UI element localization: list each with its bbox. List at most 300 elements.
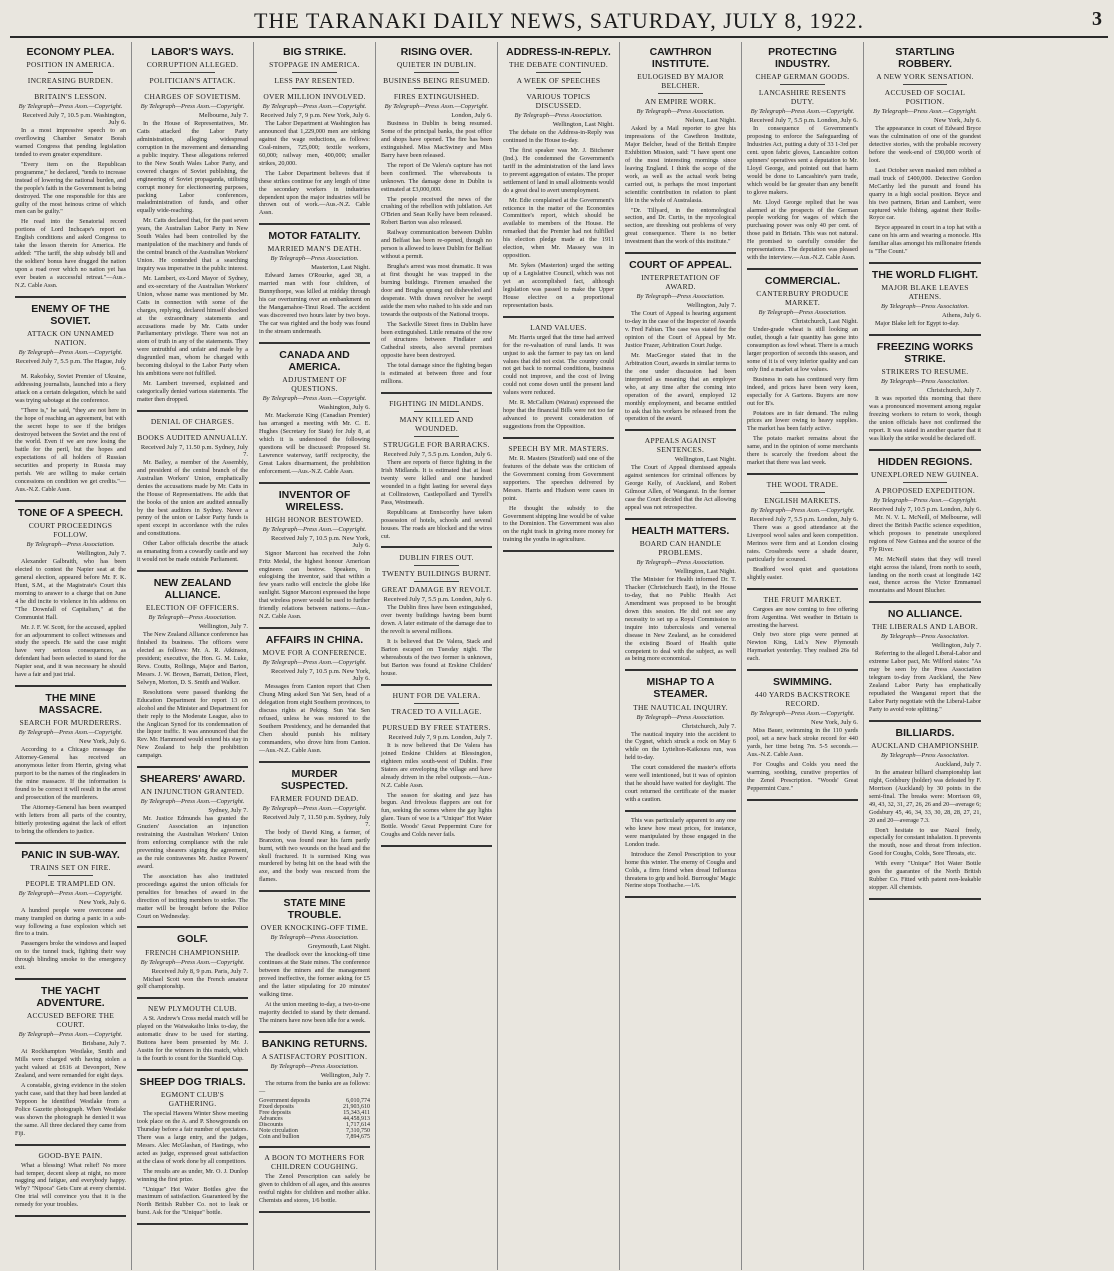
article-paragraph: Signor Marconi has received the John Fritz Medal, the highest honour American engineers can bestow. Speakers, in eulogising the inventor, said that within a few years radio will encircle the globe like sunlight. Signor Marconi expressed the hope that wireless power would be used to further friendly relations between nations.—Aus.-N.Z. Cable Assn. (259, 549, 370, 621)
article-subheading: THE FRUIT MARKET. (763, 594, 842, 604)
divider-rule (414, 565, 458, 566)
section-divider (747, 588, 858, 590)
article-body (381, 459, 492, 540)
table-label-cell: Advances (259, 1115, 283, 1122)
article-subheading: CHEAP GERMAN GOODS. (755, 72, 850, 82)
article-headline: COMMERCIAL. (764, 275, 841, 288)
article-byline: By Telegraph—Press Association. (270, 255, 359, 263)
article-subheading: SPEECH BY MR. MASTERS. (508, 443, 609, 453)
article-paragraph: Mr. Sykes (Masterton) urged the setting up of a Legislative Council, which was not yet an accomplished fact, although legislation was passed to make the Upper House elective on a proportional representation basis. (503, 262, 614, 309)
article-paragraph: Mr. Bailey, a member of the Assembly, and president of the central branch of the Australian Workers' Union, emphatically denies the accusations made by Mr. Catts in the House of Representatives. He adds that the books of the union are audited annually by the best auditors in Sydney. Never a penny of the union or Labor Party funds is spent except in accordance with the rules and constitutions. (137, 458, 248, 538)
column-6 (620, 42, 742, 1270)
article-body (137, 1110, 248, 1217)
section-divider (869, 720, 981, 722)
article-byline: By Telegraph—Press Assn.—Copyright. (18, 889, 123, 897)
article-subheading: FARMER FOUND DEAD. (270, 793, 359, 803)
article-paragraph: Asked by a Mail reporter to give his impressions of the Cawthron Institute, Major Belcher, head of the British Empire Exhibition Mission, said: "I have spent one of the most interesting mornings since leaving England. I think the scope of the work, as well as the actual work being carried out, is perhaps the most important scientific contribution in relation to plant life in the whole of Australasia. (625, 125, 736, 204)
article (137, 46, 248, 404)
article-body (15, 373, 126, 494)
article (869, 608, 981, 714)
section-divider (259, 1146, 370, 1148)
article-paragraph: At Rockhampton Westlake, Smith and Mills were charged with having stolen a yacht valued at £616 at Devonport, New Zealand, and were remanded for eight days. (15, 1048, 126, 1080)
section-divider (869, 334, 981, 336)
article (381, 553, 492, 677)
article-body (503, 129, 614, 310)
page-number: 3 (1092, 8, 1102, 30)
article-byline: By Telegraph—Press Assn.—Copyright. (18, 348, 123, 356)
article-dateline: New York, July 6. (934, 117, 981, 125)
article-dateline: Washington, July 6. (318, 404, 370, 411)
section-divider (15, 1144, 126, 1146)
article-headline: LABOR'S WAYS. (151, 46, 234, 58)
article-paragraph: With every "Unique" Hot Water Bottle goes the guarantee of the North British Rubber Co. Fitted with patent non-leakable stopper. All chemists. (869, 860, 981, 892)
article-dateline: Wellington, Last Night. (674, 568, 736, 576)
article-headline: BIG STRIKE. (282, 46, 346, 58)
article (381, 46, 492, 386)
article-subheading: GOOD-BYE PAIN. (38, 1150, 103, 1160)
article-paragraph: The nautical inquiry into the accident to the Cygnet, which struck a rock on May 6 while on the Lyttelton-Kaikoura run, was held to-day. (625, 730, 736, 762)
divider-rule (414, 581, 458, 582)
article-paragraph: The returns from the banks are as follows:— (259, 1079, 370, 1095)
article-byline: By Telegraph—Press Association. (880, 303, 970, 311)
article-headline: ECONOMY PLEA. (26, 46, 115, 58)
article-headline: SHEARERS' AWARD. (139, 773, 246, 786)
article-body (625, 731, 736, 804)
article-headline: ENEMY OF THE SOVIET. (31, 302, 110, 327)
article-body (381, 604, 492, 677)
section-divider (381, 392, 492, 394)
article-paragraph: In the House of Representatives, Mr. Catts attacked the Labor Party administration, alleging widespread corruption in the movement and demanding a public inquiry. These allegations referred to the New South Wales Labor Party, and covered charges of Soviet publishing, the engineering of Soviet propaganda, utilising corrupt money for electioneering purposes, packing Labor conferences, maladministration of funds, and other equally wide-reaching. (137, 120, 248, 215)
article-paragraph: Only two store pigs were penned at Newton King, Ltd.'s New Plymouth Haymarket yesterday. They realised 26s 6d each. (747, 631, 858, 663)
article-subheading: MAJOR BLAKE LEAVES ATHENS. (881, 283, 969, 302)
article-subheading: UNEXPLORED NEW GUINEA. (871, 469, 979, 479)
divider-rule (903, 482, 948, 483)
section-divider (747, 799, 858, 801)
article-subheading: CORRUPTION ALLEGED. (146, 60, 239, 70)
article-subheading: EGMONT CLUB'S GATHERING. (160, 1090, 225, 1109)
section-divider (869, 601, 981, 603)
divider-rule (170, 429, 214, 430)
divider-rule (780, 84, 824, 85)
article-subheading: TRAINS SET ON FIRE. (30, 862, 111, 872)
article-byline: By Telegraph—Press Association. (758, 309, 847, 317)
article-body (137, 815, 248, 920)
article-byline: By Telegraph—Press Assn.—Copyright. (750, 108, 855, 116)
article-paragraph: Under-grade wheat is still looking an outlet, though a fair quantity has gone into consumption as fowl wheat. There is a much larger proportion of seconds this season, and some of it is of very inferior quality and can only find a market at low values. (747, 326, 858, 373)
article-paragraph: The debate on the Address-in-Reply was continued in the House to-day. (503, 129, 614, 144)
article-paragraph: Miss Bauer, swimming in the 110 yards pool, set a new back stroke record for 440 yards, her time being 7m. 5-5 seconds.—Aus.-N.Z. Cable Assn. (747, 727, 858, 759)
article-paragraph: Mr. Catts declared that, for the past seven years, the Australian Labor Party in New South Wales had been controlled by the manipulation of the machinery and funds of the central branch of the Australian Workers' Union. He contended that a searching inquiry was imperative in the public interest. (137, 217, 248, 272)
article-paragraph: Don't hesitate to use Nazol freely, especially for constant inhalation. It prevents the mouth, nose and throat from infection. Good for Coughs, Colds, Sore Throats, etc. (869, 826, 981, 858)
article-paragraph: For Coughs and Colds you need the warming, soothing, curative properties of the Zenol Prescription. "Woods' Great Peppermint Cure." (747, 761, 858, 792)
article (747, 676, 858, 793)
article-headline: SHEEP DOG TRIALS. (139, 1076, 246, 1088)
article (259, 768, 370, 885)
article-paragraph: Brugha's arrest was most dramatic. It was at first thought he was trapped in the burning buildings. Firemen smashed the door and Brugha sprang out disheveled and desperate. With drawn revolver he swept aside the men who rushed to his side and ran towards the outposts of the National troops. (381, 263, 492, 318)
article-paragraph: The association has also instituted proceedings against the union officials for penalties for breaches of award in the direction of inciting members to strike. The matter will be brought before the Police Court on Wednesday. (137, 872, 248, 920)
table-label-cell: Government deposits (259, 1097, 311, 1104)
article-paragraph: A hundred people were overcome and many trampled on during a panic in a sub-way following a fuse explosion which set fire to a train. (15, 906, 126, 938)
article (747, 480, 858, 582)
article-byline: By Telegraph—Press Association. (880, 378, 970, 386)
article-headline: CAWTHRON INSTITUTE. (649, 46, 712, 71)
article (259, 1153, 370, 1205)
article-paragraph: Mr. Harris urged that the time had arrived for the re-valuation of rural lands. It was unjust to ask the farmer to pay tax on land values that did not exist. The country could not get back to normal conditions, business could not improve, and the cost of living could not come down until the present land values were reduced. (503, 333, 614, 397)
article-body (381, 120, 492, 386)
article (625, 259, 736, 423)
table-value-cell: 44,458,913 (343, 1115, 370, 1122)
article-paragraph: Mr. R. Masters (Stratford) said one of the features of the debate was the criticism of the Government coming from Government supporters. The speeches delivered by Messrs. Harris and Hudson were cases in point. (503, 454, 614, 502)
section-divider (137, 410, 248, 412)
article-paragraph: "Dr. Tillyard, in the entomological section, and Dr. Curtis, in the mycological section, are threshing out problems of very great consequence. There is no better investment than the work of this institute." (625, 206, 736, 246)
article-paragraph: "Unique" Hot Water Bottles give the maximum of satisfaction. Guaranteed by the North British Rubber Co. not to leak or burst. Ask for the "Unique" bottle. (137, 1185, 248, 1217)
article-headline: SWIMMING. (773, 676, 832, 689)
section-divider (259, 890, 370, 892)
article-body (747, 606, 858, 664)
article-paragraph: The potato market remains about the same, and in the opinion of some merchants there is scarcely the freedom about the market that there was last week. (747, 435, 858, 467)
article (15, 692, 126, 835)
article-paragraph: The Zenol Prescription can safely be given to children of all ages, and this assures restful nights for children and mother alike. Chemists and stores, 1/6 bottle. (259, 1172, 370, 1204)
article-headline: NO ALLIANCE. (887, 608, 963, 621)
article-subheading: AUCKLAND CHAMPIONSHIP. (871, 740, 979, 750)
article-headline: NEW ZEALAND ALLIANCE. (153, 577, 232, 602)
article-subheading: STOPPAGE IN AMERICA. (269, 60, 360, 70)
article-dateline: Received July 7, 10.5 p.m. New York, July 6. (271, 668, 370, 683)
article-byline: By Telegraph—Press Assn.—Copyright. (140, 103, 245, 111)
article-subheading: STRUGGLE FOR BARRACKS. (383, 440, 490, 450)
article-paragraph: Mr. Lambert traversed, explained and categorically denied various statements. The matter then dropped. (137, 380, 248, 403)
article-paragraph: Cargoes are now coming to free offering from Argentina. Wet weather in Britain is arresting the harvest. (747, 605, 858, 629)
article (259, 634, 370, 755)
article-headline: COURT OF APPEAL. (629, 259, 732, 272)
article-paragraph: The total damage since the fighting began is estimated at between three and four millions. (381, 362, 492, 386)
section-divider (259, 627, 370, 629)
divider-rule (48, 875, 92, 876)
article-body (259, 550, 370, 621)
section-divider (503, 550, 614, 552)
article-byline: By Telegraph—Press Association. (148, 614, 237, 622)
article-body (503, 334, 614, 431)
article-body (137, 1015, 248, 1063)
section-divider (503, 316, 614, 318)
article-body (747, 524, 858, 582)
section-divider (15, 978, 126, 980)
masthead (10, 6, 1108, 38)
article-byline: By Telegraph—Press Assn.—Copyright. (262, 103, 367, 111)
article-body (137, 120, 248, 404)
article-subheading: STRIKERS TO RESUME. (881, 367, 969, 377)
article-headline: BANKING RETURNS. (261, 1037, 368, 1050)
article-paragraph: The Dublin fires have been extinguished, over twenty buildings having been burnt down. A later estimate of the damage due to the revolt is several millions. (381, 604, 492, 636)
table-label-cell: Free deposits (259, 1109, 291, 1116)
article-subheading: NEW PLYMOUTH CLUB. (148, 1004, 237, 1014)
table-label-cell: Fixed deposits (259, 1103, 294, 1110)
article-dateline: New York, July 6. (79, 898, 126, 906)
article-dateline: Received July 7, 11.50 p.m. Sydney, July 7. (140, 443, 248, 458)
article-subheading: MARRIED MAN'S DEATH. (267, 244, 362, 254)
section-divider (625, 896, 736, 898)
article-body (15, 907, 126, 973)
section-divider (259, 223, 370, 225)
table-label-cell: Coin and bullion (259, 1133, 300, 1140)
article-subheading: SEARCH FOR MURDERERS. (19, 718, 122, 728)
article-subheading: CANTERBURY PRODUCE MARKET. (756, 289, 849, 308)
article-dateline: Christchurch, Last Night. (791, 318, 858, 326)
section-divider (625, 252, 736, 254)
article-dateline: Christchurch, July 7. (926, 387, 981, 395)
article-body (747, 326, 858, 467)
article-headline: THE MINE MASSACRE. (38, 692, 102, 717)
article (259, 230, 370, 336)
article-paragraph: Referring to the alleged Liberal-Labor and extreme Labor pact, Mr. Wilford states: "As may be seen by the Press Association telegram to-day from Auckland, the New Zealand Labor Party has emphatically repudiated the Wanganui report that the Labor Party negotiate with the Liberal-Labor Party to avoid vote splitting." (869, 650, 981, 713)
article (259, 349, 370, 476)
article-paragraph: Mr. N. V. L. McNeill, of Melbourne, will direct the British Pacific science expedition, which proposes to penetrate unexplored regions of New Guinea and the source of the Fly River. (869, 513, 981, 553)
article-paragraph: The Labor Department believes that if these strikes continue for any length of time the secondary workers in industries dependent upon the major industries will be thrown out of work.—Aus.-N.Z. Cable Assn. (259, 169, 370, 217)
divider-rule (414, 88, 458, 89)
article-paragraph: The body of David King, a farmer, of Branxton, was found near his farm partly burnt, with two wounds on the head and the skull fractured. It is surmised King was murdered by being hit on the head with the axe, and the body was rescued from the flames. (259, 828, 370, 884)
article-dateline: Greymouth, Last Night. (307, 943, 370, 951)
article-paragraph: It is believed that De Valera, Stack and Barton escaped on Tuesday night. The whereabouts of the two former is unknown, but Barton was found at Erskine Childers' house. (381, 638, 492, 677)
article-paragraph: The season for skating and jazz has begun. And frivolous flappers are out for fun, seeking the scenes where the gay lights glare. Tears of woe is a "Unique" Hot Water Bottle. Woods' Great Peppermint Cure for Coughs and Colds never fails. (381, 791, 492, 839)
article-subheading: AN EMPIRE WORK. (644, 97, 717, 107)
article-dateline: Wellington, Last Night. (674, 456, 736, 464)
article-paragraph: Michael Scott won the French amateur golf championship. (137, 975, 248, 991)
article-body (15, 558, 126, 679)
divider-rule (780, 492, 824, 493)
article (15, 507, 126, 679)
article (137, 1004, 248, 1063)
article-paragraph: Mr. Lambert, ex-Lord Mayor of Sydney, and ex-secretary of the Australian Workers' Union, whose name was mentioned by Mr. Catts in connection with some of the charges, replying, declared himself shocked at the extraordinary statements and accusations made by Mr. Catts under Parliamentary privilege. There was not an atom of truth in any of the statements. They were untruthful and unfair and made by a disgruntled man, whom he charged with becoming disloyal to the Labor Party when his ambitions were not fulfilled. (137, 274, 248, 378)
article-subheading: DENIAL OF CHARGES. (150, 416, 235, 426)
article-paragraph: Business in oats has continued very firm indeed, and prices have been very keen, especially for A Gartons. Buyers are now out for B's. (747, 375, 858, 407)
article-paragraph: M. Rakofsky, Soviet Premier of Ukraine, addressing journalists, launched into a fiery attack on a certain delegation, which he said was trying sabotage at the conference. (15, 372, 126, 404)
table-value-cell: 1,717,614 (346, 1121, 370, 1128)
article-subheading: ELECTION OF OFFICERS. (145, 603, 240, 613)
section-divider (625, 518, 736, 520)
article-body (259, 1173, 370, 1205)
article (259, 489, 370, 622)
article (869, 269, 981, 328)
article-byline: By Telegraph—Press Association. (636, 713, 725, 721)
article (259, 1038, 370, 1140)
article-paragraph: Mr. Lloyd George replied that he was alarmed at the prospects of the German people working for wages of which the purchasing power was only 40 per cent. of those paid in Britain. This was not natural. He promised to carefully consider the representations. The deputation was pleased with the interview.—Aus.-N.Z. Cable Assn. (747, 198, 858, 262)
article (869, 727, 981, 892)
article (381, 691, 492, 839)
section-divider (747, 473, 858, 475)
article-paragraph: Mr. J. F. W. Scott, for the accused, applied for an adjournment to collect witnesses and study the speech. He said the case might have very serious consequences, as defendant had been selected to stand for the Napier seat, and it was necessary he should have a fair and just trial. (15, 623, 126, 679)
article-body (869, 125, 981, 256)
article-dateline: Wellington, July 7. (931, 642, 981, 650)
article-headline: GOLF. (177, 933, 208, 946)
article-dateline: Wellington, July 7. (686, 302, 736, 310)
article-body (625, 817, 736, 890)
article-dateline: Wellington, Last Night. (552, 121, 614, 129)
article-headline: HIDDEN REGIONS. (877, 455, 973, 468)
article-subheading: BUSINESS BEING RESUMED. (383, 76, 490, 86)
article-subheading: TWENTY BUILDINGS BURNT. (381, 569, 492, 579)
article (503, 46, 614, 310)
article-headline: THE YACHT ADVENTURE. (36, 985, 105, 1010)
article-dateline: Melbourne, July 7. (198, 112, 248, 120)
divider-rule (48, 88, 92, 89)
section-divider (259, 1211, 370, 1213)
column-7 (742, 42, 864, 1270)
article-body (15, 746, 126, 835)
article (625, 817, 736, 890)
article-body (259, 683, 370, 754)
article-subheading: COURT PROCEEDINGS FOLLOW. (28, 521, 113, 540)
article (747, 595, 858, 664)
columns-area (10, 42, 1108, 1270)
article-paragraph: The Sackville Street fires in Dublin have been extinguished. Little remains of the row of structures between Findlater and Cathedral streets, also several premises opposite have been destroyed. (381, 320, 492, 360)
article-subheading: A WEEK OF SPEECHES (516, 76, 601, 86)
article-dateline: Received July 7, 5.5 p.m. London, July 6. (749, 117, 858, 125)
divider-rule (170, 88, 214, 89)
article-body (625, 576, 736, 663)
table-value-cell: 7,894,675 (346, 1133, 370, 1140)
article-dateline: Christchurch, July 7. (681, 722, 736, 730)
article-paragraph: The special Hawera Winter Show meeting took place on the A. and P. Showgrounds on Thursday before a fair number of spectators. There was a large entry, and the judges, Messrs. Alec McGlashan, of Hastings, who acted as judge, expressed great satisfaction at the class of work done by all competitors. (137, 1110, 248, 1165)
article-dateline: Received July 7, 10.5 p.m. London, July 6. (869, 505, 981, 513)
article-subheading: A SATISFACTORY POSITION. (261, 1051, 368, 1061)
article-byline: By Telegraph—Press Association. (880, 751, 970, 759)
table-value-cell: 7,310,750 (346, 1127, 370, 1134)
article-paragraph: There are reports of fierce fighting in the Irish Midlands. It is estimated that at least twenty were killed and one hundred wounded in a fight lasting for several days at Collinstown, Castlepollard and Tyrrell's Pass, Westmeath. (381, 459, 492, 506)
article-subheading: EULOGISED BY MAJOR BELCHER. (637, 72, 724, 91)
article-dateline: Received July 7, 9 p.m. New York, July 6. (260, 112, 370, 120)
article-dateline: Wellington, July 7. (320, 1071, 370, 1079)
article-subheading: INTERPRETATION OF AWARD. (641, 273, 720, 292)
section-divider (625, 429, 736, 431)
article-subheading: FRENCH CHAMPIONSHIP. (145, 947, 240, 957)
article-paragraph: The report of De Valera's capture has not been confirmed. The whereabouts is unknown. The damage done in Dublin is estimated at £3,000,000. (381, 161, 492, 193)
article-body (869, 650, 981, 714)
article-headline: MURDER SUSPECTED. (280, 767, 349, 792)
section-divider (259, 761, 370, 763)
section-divider (381, 546, 492, 548)
article-headline: RISING OVER. (400, 46, 473, 58)
column-2 (132, 42, 254, 1270)
article-subheading: POSITION IN AMERICA. (26, 60, 115, 70)
article-paragraph: The deadlock over the knocking-off time continues at the State mines. The conference between the miners and the management proved ineffective, the former asking for £5 and the latter stipulating for 20 minutes' walking time. (259, 951, 370, 999)
section-divider (747, 669, 858, 671)
article (625, 46, 736, 246)
article-headline: FREEZING WORKS STRIKE. (876, 341, 974, 366)
article-paragraph: In a most impressive speech to an overflowing Chamber Senator Borah warned Congress that pending legislation tended to even greater expenditure. (15, 127, 126, 158)
section-divider (137, 1223, 248, 1225)
article (747, 46, 858, 262)
divider-rule (414, 411, 458, 412)
article-paragraph: The Minister for Health informed Dr. T. Thacker (Christchurch East), in the House to-day, that no Public Health Act Amendment was proposed to be brought down this session. He did not see any necessity to set up a Royal Commission to inquire into tuberculosis and venereal disease in New Zealand, as he considered the existing Board of Health quite competent to deal with the subject, as well as being more economical. (625, 576, 736, 663)
article-body (503, 455, 614, 544)
article-headline: STATE MINE TROUBLE. (283, 897, 346, 922)
article-subheading: A BOON TO MOTHERS FOR CHILDREN COUGHING. (264, 1152, 365, 1171)
article-dateline: Auckland, July 7. (935, 760, 981, 768)
article-dateline: New York, July 6. (811, 719, 858, 727)
section-divider (15, 1215, 126, 1217)
article (869, 341, 981, 443)
article-headline: PROTECTING INDUSTRY. (768, 46, 837, 71)
article-dateline: Received July 7, 5.5 p.m. London, July 6. (383, 451, 492, 459)
article-body (259, 829, 370, 885)
article-paragraph: Mr. R. McCallum (Wairau) expressed the hope that the financial Bills were not too far advanced to prevent consideration of suggestions from the Opposition. (503, 399, 614, 430)
article-body (869, 320, 981, 328)
article-subheading: LANCASHIRE RESENTS DUTY. (758, 88, 847, 107)
article-dateline: Received July 8, 9 p.m. Paris, July 7. (151, 967, 248, 975)
table-label-cell: Discounts (259, 1121, 283, 1128)
article-headline: BILLIARDS. (895, 726, 955, 739)
article-headline: HEALTH MATTERS. (631, 525, 730, 537)
article-paragraph: Passengers broke the windows and leaped on to the tunnel track, fighting their way through blinding smoke to the emergency exit. (15, 940, 126, 972)
article-dateline: Received July 7, 10.5 p.m. New York, July 6. (271, 534, 370, 549)
article-subheading: FIRES EXTINGUISHED. (393, 92, 480, 102)
article-byline: By Telegraph—Press Association. (880, 633, 970, 641)
article-subheading: CHARGES OF SOVIETISM. (144, 92, 241, 102)
article-subheading: ACCUSED BEFORE THE COURT. (26, 1011, 115, 1030)
article-byline: By Telegraph—Press Assn.—Copyright. (873, 496, 977, 504)
article (137, 417, 248, 564)
article-paragraph: Resolutions were passed thanking the Education Department for report 13 on alcohol and the Minister and Department for their reply to the Moderate League, also to the Anglican Synod for its condemnation of the liquor traffic. It was announced that the Rev. Mr. Hammond would extend his stay in New Zealand to help the prohibition campaign. (137, 688, 248, 760)
section-divider (503, 437, 614, 439)
article-byline: By Telegraph—Press Assn.—Copyright. (262, 804, 367, 812)
article-subheading: BOOKS AUDITED ANNUALLY. (137, 432, 248, 442)
article-paragraph: Alexander Galbraith, who has been elected to contest the Napier seat at the general election, appeared before Mr. F. K. Hunt, S.M., at the Magistrate's Court this morning to answer to a charge that on June 4 he did incite to violence in his address on "The Downfall of Capitalism," at the Communist Hall. (15, 558, 126, 621)
column-3 (254, 42, 376, 1270)
article-body (625, 464, 736, 512)
article-subheading: BOARD CAN HANDLE PROBLEMS. (639, 539, 722, 558)
article-paragraph: The appearance in court of Edward Bryce was the culmination of one of the grandest detective stories, with the probable recovery before the week-end of £90,000 worth of loot. (869, 125, 981, 164)
article-paragraph: Mr. Justice Edmunds has granted the Graziers' Association an injunction restraining the Australian Workers' Union from enforcing compliance with the rule preventing shearers signing the agreement, as the rule contravenes Mr. Justice Powers' award. (137, 815, 248, 870)
table-row (259, 1134, 370, 1140)
article-paragraph: Mr. MacGregor stated that in the Arbitration Court, awards in similar terms to the one under discussion had been interpreted as meaning that an employer who, at any time after the coming into operation of the award, employed 12 monthly employment, and became entitled to ask that his workers be released from the operation of the award. (625, 351, 736, 423)
article-subheading: HUNT FOR DE VALERA. (392, 690, 481, 700)
article-headline: AFFAIRS IN CHINA. (265, 634, 364, 647)
article-headline: MOTOR FATALITY. (268, 230, 361, 243)
article-subheading: QUIETER IN DUBLIN. (396, 60, 477, 70)
section-divider (747, 268, 858, 270)
article-subheading: A NEW YORK SENSATION. (876, 72, 974, 82)
article-subheading: VARIOUS TOPICS DISCUSSED. (526, 92, 591, 111)
section-divider (625, 669, 736, 671)
article (137, 1076, 248, 1217)
article-subheading: HIGH HONOR BESTOWED. (265, 514, 364, 524)
article-paragraph: Mr. Edie complained at the Government's reticence in the matter of the Economies Committee's report, which should be available to members of the House. He remarked that the Premier had not fulfilled his election pledge made at the 1911 election, when Mr. Massey was in opposition. (503, 196, 614, 260)
article-subheading: OVER KNOCKING-OFF TIME. (260, 923, 369, 933)
article-subheading: PURSUED BY FREE STATERS. (382, 722, 491, 732)
section-divider (15, 500, 126, 502)
section-divider (869, 898, 981, 900)
article-byline: By Telegraph—Press Assn.—Copyright. (140, 798, 245, 806)
article-paragraph: Potatoes are in fair demand. The ruling prices are lower owing to heavy supplies. The market has been fairly active. (747, 409, 858, 433)
section-divider (137, 926, 248, 928)
article-paragraph: The results are as under, Mr. O. J. Dunlop winning the first prize. (137, 1167, 248, 1183)
section-divider (869, 262, 981, 264)
article-dateline: Wellington, July 7. (198, 623, 248, 631)
section-divider (869, 449, 981, 451)
article-byline: By Telegraph—Press Assn.—Copyright. (262, 395, 367, 402)
article-body (137, 631, 248, 760)
article-dateline: Received July 7, 5.5 p.m. London, July 6. (749, 516, 858, 524)
article-dateline: Brisbane, July 7. (82, 1040, 126, 1048)
article-subheading: ATTACK ON UNNAMED NATION. (27, 328, 114, 347)
article-headline: MISHAP TO A STEAMER. (646, 676, 715, 701)
article-subheading: THE NAUTICAL INQUIRY. (633, 702, 728, 712)
article-paragraph: A constable, giving evidence in the stolen yacht case, said that they had been landed at Yeppoon he identified Westlake from a Police Gazette photograph. When Westlake was shown the photograph he denied it was the same. All three declared they came from Fiji. (15, 1082, 126, 1137)
article-paragraph: Bradford wool quiet and quotations slightly easier. (747, 565, 858, 581)
article-body (869, 769, 981, 892)
divider-rule (170, 72, 214, 73)
article (869, 46, 981, 256)
